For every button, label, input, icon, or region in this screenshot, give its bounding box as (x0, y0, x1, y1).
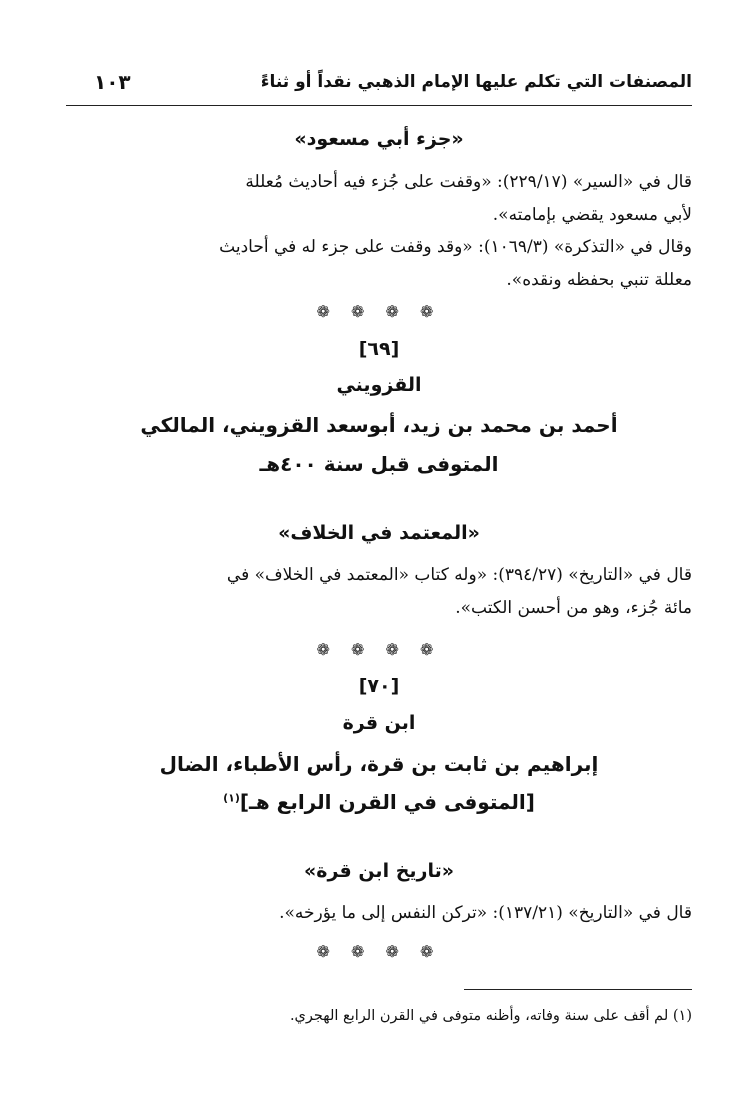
entry-number: [٦٩] (358, 338, 400, 360)
body-line: لأبي مسعود يقضي بإمامته». (492, 205, 692, 225)
body-line: قال في «التاريخ» (١٣٧/٢١): «تركن النفس إلى ما يؤرخه». (279, 903, 692, 923)
star-separator: ❁ ❁ ❁ ❁ (316, 640, 442, 659)
footnote-divider (464, 989, 692, 990)
death-text: [المتوفى في القرن الرابع هـ] (239, 790, 535, 814)
footnote-marker: (١) (672, 1008, 692, 1024)
body-line: قال في «السير» (٢٢٩/١٧): «وقفت على جُزء فيه أحاديث مُعللة (245, 172, 692, 192)
author-death-date: المتوفى قبل سنة ٤٠٠هـ (259, 452, 499, 476)
footnote-text: لم أقف على سنة وفاته، وأظنه متوفى في القرن الرابع الهجري. (289, 1008, 669, 1024)
star-separator: ❁ ❁ ❁ ❁ (316, 302, 442, 321)
footnote-reference[interactable]: (١) (223, 791, 240, 805)
body-line: مائة جُزء، وهو من أحسن الكتب». (455, 598, 692, 618)
author-short-name: ابن قرة (342, 712, 416, 734)
body-line: قال في «التاريخ» (٣٩٤/٢٧): «وله كتاب «المعتمد في الخلاف» في (226, 565, 692, 585)
author-death-date (66, 790, 692, 814)
body-line: معللة تنبي بحفظه ونقده». (506, 270, 692, 290)
header-divider (66, 105, 692, 106)
author-short-name: القزويني (336, 374, 422, 396)
section-title-juz-abi-masud: «جزء أبي مسعود» (294, 128, 464, 150)
running-header-title: المصنفات التي تكلم عليها الإمام الذهبي نقداً أو ثناءً (260, 72, 692, 92)
page-number: ١٠٣ (94, 70, 131, 94)
star-separator: ❁ ❁ ❁ ❁ (316, 942, 442, 961)
footnote (290, 1008, 692, 1024)
entry-number: [٧٠] (358, 675, 400, 697)
author-full-name: أحمد بن محمد بن زيد، أبوسعد القزويني، المالكي (140, 413, 618, 437)
body-line: وقال في «التذكرة» (١٠٦٩/٣): «وقد وقفت على جزء له في أحاديث (219, 237, 692, 257)
author-full-name: إبراهيم بن ثابت بن قرة، رأس الأطباء، الضال (159, 752, 599, 776)
section-title-tarikh-ibn-qurra: «تاريخ ابن قرة» (303, 860, 455, 882)
section-title-mutamad: «المعتمد في الخلاف» (278, 522, 480, 544)
